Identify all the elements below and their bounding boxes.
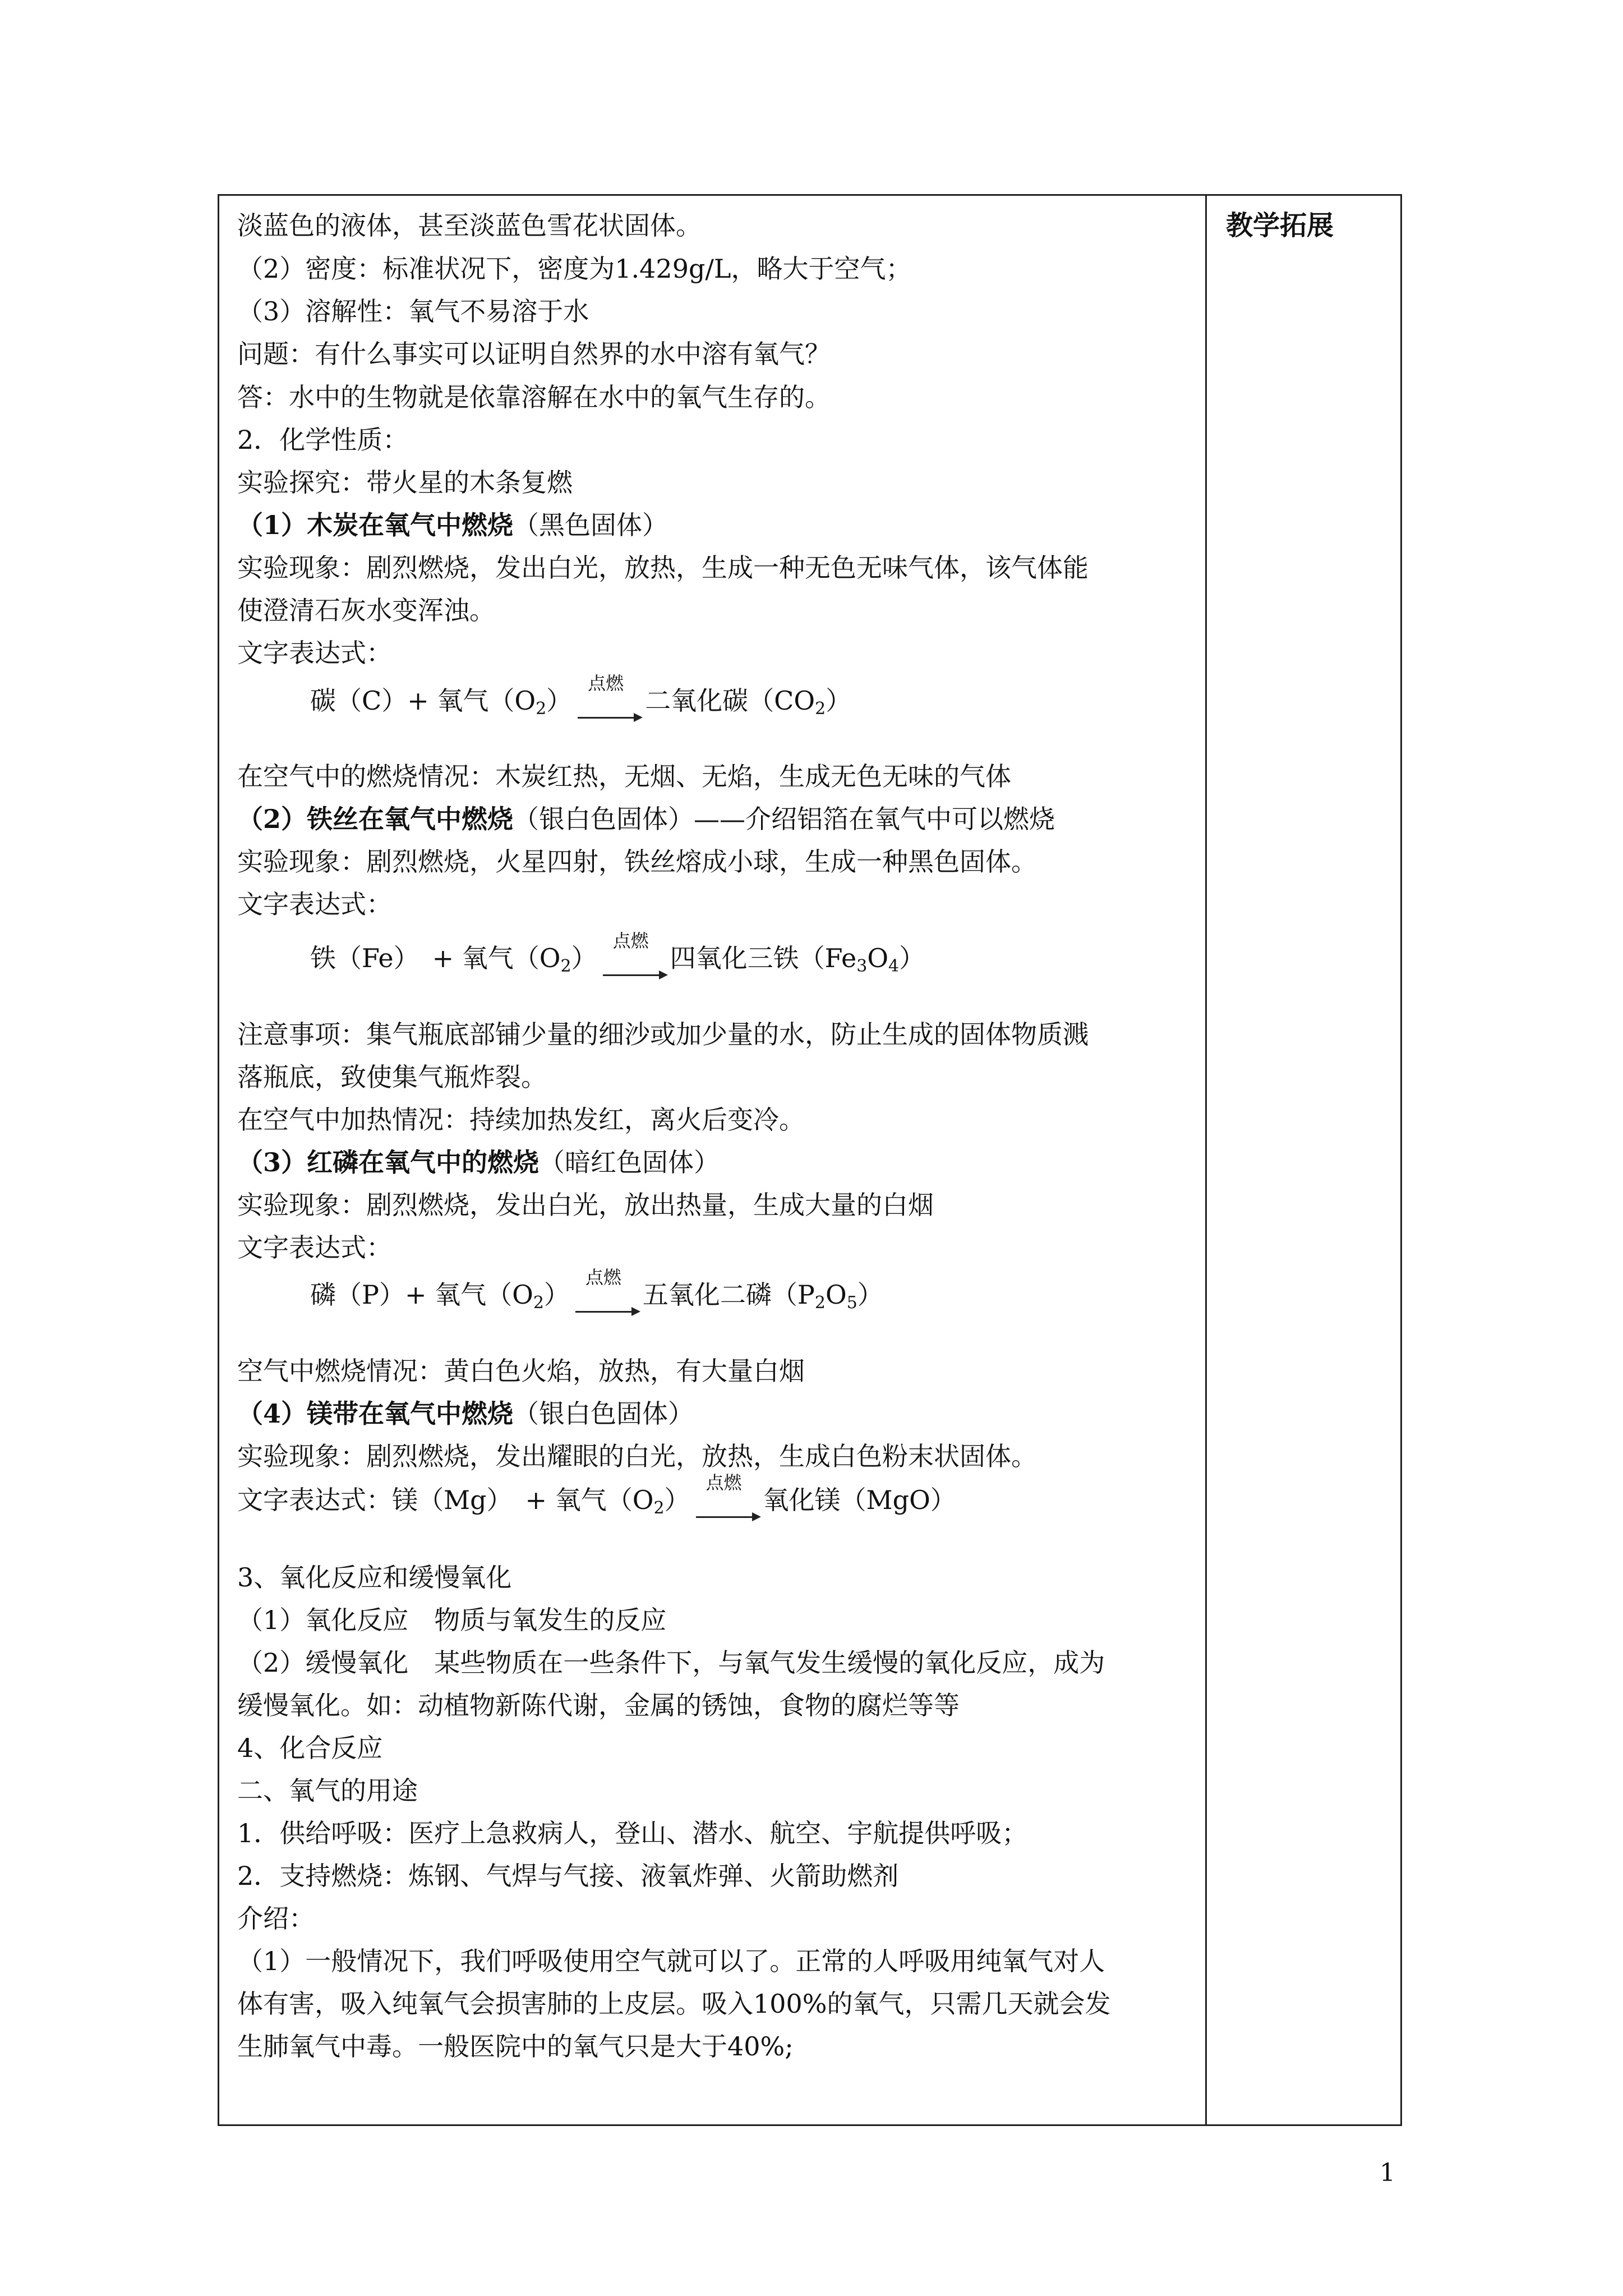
column-divider: [1205, 196, 1207, 2124]
text-line: 3、氧化反应和缓慢氧化: [237, 1562, 512, 1593]
text-line: （2）缓慢氧化 某些物质在一些条件下，与氧气发生缓慢的氧化反应，成为: [237, 1648, 1105, 1678]
text-line: 生肺氧气中毒。一般医院中的氧气只是大于40%;: [237, 2031, 794, 2062]
text-line: 实验现象：剧烈燃烧，发出白光，放热，生成一种无色无味气体，该气体能: [237, 553, 1089, 583]
section-heading-phosphorus: （3）红磷在氧气中的燃烧（暗红色固体）: [237, 1147, 720, 1177]
text-line: 二、氧气的用途: [237, 1775, 418, 1806]
text-line: 介绍：: [237, 1903, 315, 1934]
text-line: 实验现象：剧烈燃烧，发出耀眼的白光，放热，生成白色粉末状固体。: [237, 1441, 1037, 1471]
text-line: 2．支持燃烧：炼钢、气焊与气接、液氧炸弹、火箭助燃剂: [237, 1861, 899, 1891]
text-line: 文字表达式：: [237, 1232, 392, 1263]
text-line: （3）溶解性：氧气不易溶于水: [237, 296, 589, 326]
text-line: 体有害，吸入纯氧气会损害肺的上皮层。吸入100%的氧气，只需几天就会发: [237, 1989, 1111, 2019]
text-line: 答：水中的生物就是依靠溶解在水中的氧气生存的。: [237, 382, 831, 412]
text-line: （2）密度：标准状况下，密度为1.429g/L，略大于空气；: [237, 254, 912, 284]
text-line: 注意事项：集气瓶底部铺少量的细沙或加少量的水，防止生成的固体物质溅: [237, 1019, 1089, 1050]
text-line: 文字表达式：: [237, 638, 392, 668]
reaction-arrow: 点燃: [575, 1284, 637, 1310]
section-heading-carbon: （1）木炭在氧气中燃烧（黑色固体）: [237, 510, 668, 540]
text-line: 实验现象：剧烈燃烧，发出白光，放出热量，生成大量的白烟: [237, 1190, 934, 1220]
equation-iron: 铁（Fe） + 氧气$(O_2)$ 点燃 四氧化三铁$(Fe_3O_4)$: [310, 945, 925, 973]
page-number: 1: [1380, 2159, 1395, 2187]
text-line: 问题：有什么事实可以证明自然界的水中溶有氧气？: [237, 339, 831, 369]
text-line: 2．化学性质：: [237, 425, 409, 455]
lesson-table: [218, 194, 1402, 2126]
text-line: 空气中燃烧情况：黄白色火焰，放热，有大量白烟: [237, 1356, 805, 1386]
reaction-arrow: 点燃: [696, 1489, 758, 1515]
section-heading-iron: （2）铁丝在氧气中燃烧（银白色固体）——介绍铝箔在氧气中可以燃烧: [237, 804, 1055, 834]
text-line: 使澄清石灰水变浑浊。: [237, 595, 495, 625]
text-line: 落瓶底，致使集气瓶炸裂。: [237, 1062, 547, 1092]
text-line: 淡蓝色的液体，甚至淡蓝色雪花状固体。: [237, 210, 702, 241]
section-heading-magnesium: （4）镁带在氧气中燃烧（银白色固体）: [237, 1398, 694, 1429]
text-line: 在空气中加热情况：持续加热发红，离火后变冷。: [237, 1105, 805, 1135]
text-line: 实验现象：剧烈燃烧，火星四射，铁丝熔成小球，生成一种黑色固体。: [237, 846, 1037, 877]
text-line: 1．供给呼吸：医疗上急救病人，登山、潜水、航空、宇航提供呼吸；: [237, 1818, 1028, 1848]
text-line: 文字表达式：: [237, 889, 392, 919]
reaction-arrow: 点燃: [578, 690, 639, 716]
equation-magnesium: 文字表达式：镁（Mg） + 氧气$(O_2)$ 点燃 氧化镁（MgO）: [237, 1487, 956, 1515]
reaction-arrow: 点燃: [603, 947, 665, 973]
text-line: 实验探究：带火星的木条复燃: [237, 467, 573, 498]
text-line: （1）氧化反应 物质与氧发生的反应: [237, 1605, 667, 1635]
text-line: （1）一般情况下，我们呼吸使用空气就可以了。正常的人呼吸用纯氧气对人: [237, 1946, 1105, 1976]
equation-phosphorus: 磷（P）+ 氧气$(O_2)$ 点燃 五氧化二磷$(P_2O_5)$: [310, 1282, 883, 1310]
text-line: 缓慢氧化。如：动植物新陈代谢，金属的锈蚀，食物的腐烂等等: [237, 1690, 960, 1720]
equation-carbon: 碳（C）+ 氧气$(O_2)$ 点燃 二氧化碳$(CO_2)$: [310, 688, 851, 716]
text-line: 4、化合反应: [237, 1733, 383, 1763]
side-column-header: 教学拓展: [1226, 210, 1334, 241]
text-line: 在空气中的燃烧情况：木炭红热，无烟、无焰，生成无色无味的气体: [237, 761, 1011, 792]
